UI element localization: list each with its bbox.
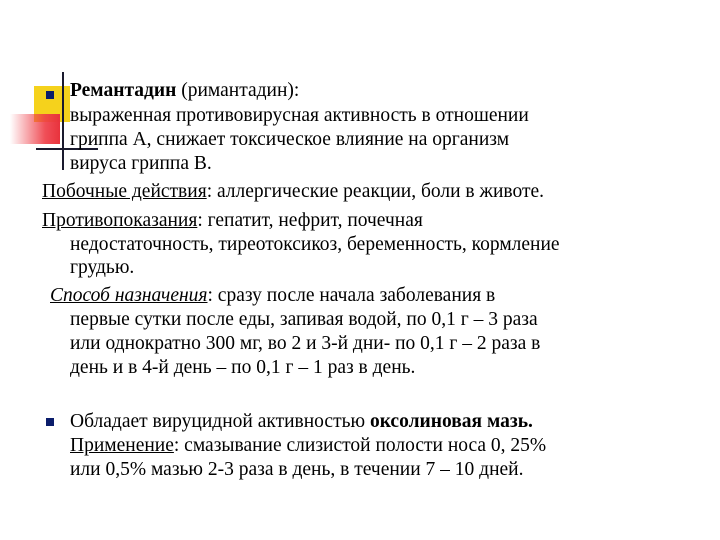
text-line: выраженная противовирусная активность в отношении	[70, 105, 529, 126]
decorative-vertical-line	[62, 72, 64, 170]
dosage-line	[50, 284, 495, 308]
text-line: день и в 4-й день – по 0,1 г – 1 раз в день.	[70, 357, 416, 378]
remantadine-heading	[70, 79, 299, 103]
drug-name-remantadine: Ремантадин	[70, 80, 177, 101]
text-span: : сразу после начала заболевания в	[207, 285, 496, 306]
contraindications-label: Противопоказания	[42, 210, 198, 231]
text-span: : гепатит, нефрит, почечная	[197, 210, 423, 231]
text-line: гриппа А, снижает токсическое влияние на организм	[70, 129, 510, 150]
side-effects-line	[42, 180, 544, 204]
text-span: : аллергические реакции, боли в животе.	[206, 181, 545, 202]
dosage-label: Способ назначения	[50, 285, 208, 306]
text-line: или 0,5% мазью 2-3 раза в день, в течении 7 – 10 дней.	[70, 459, 524, 480]
text-line: недостаточность, тиреотоксикоз, беременность, кормление	[70, 234, 560, 255]
side-effects-label: Побочные действия	[42, 181, 207, 202]
text-span: (римантадин):	[176, 80, 300, 101]
text-span: Обладает вируцидной активностью	[70, 411, 370, 432]
text-span: : смазывание слизистой полости носа 0, 25%	[173, 435, 547, 456]
drug-name-oxolinic: оксолиновая мазь.	[369, 411, 533, 432]
decorative-red-bar	[10, 114, 60, 144]
text-line: первые сутки после еды, запивая водой, по 0,1 г – 3 раза	[70, 309, 538, 330]
contraindications-line	[42, 209, 423, 233]
application-line	[70, 434, 546, 458]
oxolinic-line	[70, 410, 533, 434]
bullet-icon	[46, 418, 54, 426]
text-line: грудью.	[70, 257, 135, 278]
bullet-icon	[46, 91, 54, 99]
application-label: Применение	[70, 435, 174, 456]
text-line: вируса гриппа В.	[70, 153, 212, 174]
text-line: или однократно 300 мг, во 2 и 3-й дни- по 0,1 г – 2 раза в	[70, 333, 541, 354]
